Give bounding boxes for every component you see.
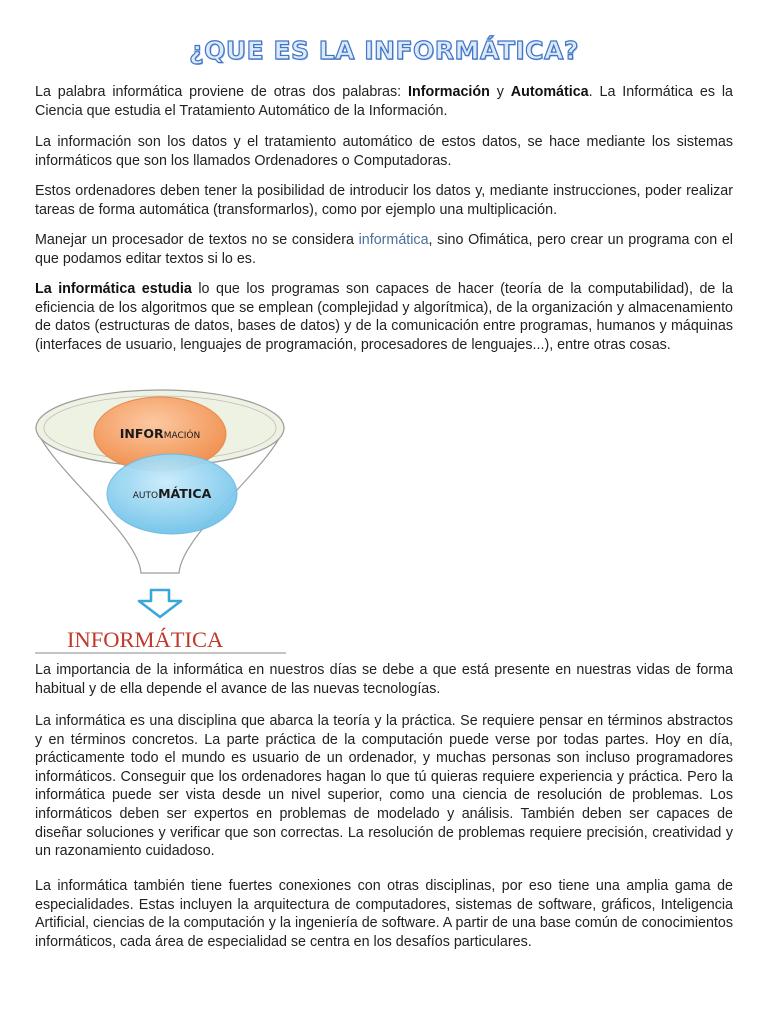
informatica-funnel-diagram	[30, 383, 290, 658]
paragraph-information: La información son los datos y el tratamiento automático de estos datos, se hace mediante los sistemas informáticos que son los llamados Ordenadores o Computadoras.	[35, 134, 733, 169]
paragraph-ofimatica: Manejar un procesador de textos no se considera informática, sino Ofimática, pero crear un programa con el que podamos editar textos si lo es.	[35, 232, 733, 267]
paragraph-importance: La importancia de la informática en nuestros días se debe a que está presente en nuestras vidas de forma habitual y de ella depende el avance de las nuevas tecnologías.	[35, 662, 733, 697]
paragraph-specialties: La informática también tiene fuertes conexiones con otras disciplinas, por eso tiene una amplia gama de especialidades. Estas incluyen la arquitectura de computadores, sistemas de software, gráficos, Inteligencia Artificial, ciencias de la computación y la ingeniería de software. A partir de una base común de conocimientos informáticos, cada área de especialidad se centra en los desafíos particulares.	[35, 878, 733, 950]
label-informacion: INFORMACIÓN	[119, 426, 201, 441]
page-title: ¿QUE ES LA INFORMÁTICA?	[189, 36, 579, 65]
paragraph-definition: La palabra informática proviene de otras dos palabras: Información y Automática. La Informática es la Ciencia que estudia el Tratamiento Automático de la Información.	[35, 84, 734, 119]
label-automatica: AUTOMÁTICA	[132, 486, 212, 501]
term-automatica: Automática	[510, 84, 589, 100]
label-informatica-result: INFORMÁTICA	[67, 627, 224, 652]
paragraph-study: La informática estudia lo que los programas son capaces de hacer (teoría de la computabilidad), de la eficiencia de los algoritmos que se emplean (complejidad y algorítmica), de la organización y almacenamiento de datos (estructuras de datos, bases de datos) y de la comunicación entre programas, humanos y máquinas (interfaces de usuario, lenguajes de programación, procesadores de lenguajes...), entre otras cosas.	[35, 281, 733, 353]
paragraph-computers: Estos ordenadores deben tener la posibilidad de introducir los datos y, mediante instrucciones, poder realizar tareas de forma automática (transformarlos), como por ejemplo una multiplicación.	[35, 183, 733, 218]
study-lead: La informática estudia	[35, 281, 192, 297]
paragraph-discipline: La informática es una disciplina que abarca la teoría y la práctica. Se requiere pensar en términos abstractos y en términos concretos. La parte práctica de la computación puede verse por todas partes. Hoy en día, prácticamente todo el mundo es usuario de un ordenador, y muchas personas son incluso programadores informáticos. Conseguir que los ordenadores hagan lo que tú quieras requiere experiencia y práctica. Pero la informática puede ser vista desde un nivel superior, como una ciencia de resolución de problemas. Los informáticos deben ser expertos en problemas de modelado y análisis. También deben ser capaces de diseñar soluciones y verificar que son correctas. La resolución de problemas requiere precisión, creatividad y un razonamiento cuidadoso.	[35, 713, 733, 860]
term-informacion: Información	[408, 84, 490, 100]
informatica-link[interactable]: informática	[358, 232, 429, 248]
down-arrow-icon	[139, 590, 181, 617]
